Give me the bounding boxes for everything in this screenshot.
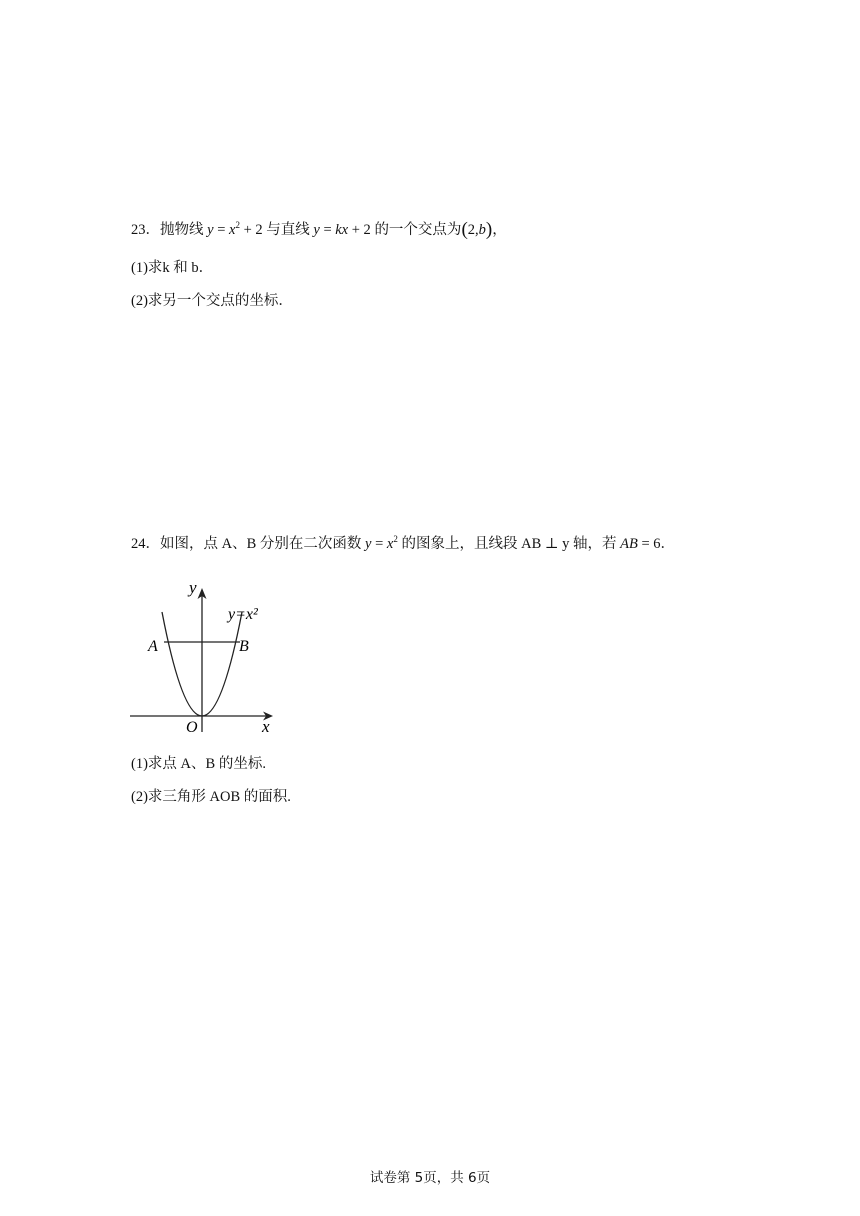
function-equation: $y = x^2$	[365, 534, 398, 552]
point-b-label: B	[239, 638, 249, 655]
line-equation: y = kx + 2	[313, 222, 371, 238]
point-a-label: A	[148, 638, 158, 655]
question-23-part-2: (2)求另一个交点的坐标．	[131, 293, 293, 309]
y-axis-label: y	[189, 578, 197, 597]
question-24-part-2: (2)求三角形 AOB 的面积.	[131, 789, 291, 805]
parabola-figure	[127, 574, 282, 742]
question-number: 24．	[131, 536, 160, 552]
curve-label: y=x²	[228, 606, 258, 623]
question-23-part-1: (1)求k 和 b．	[131, 260, 214, 276]
question-number: 23．	[131, 222, 160, 238]
question-24-part-1: (1)求点 A、B 的坐标.	[131, 756, 266, 772]
question-23-stem: 23．抛物线 $y = x^2 + 2$ 与直线 y = kx + 2 的一个交点为(2,b)，	[131, 219, 507, 240]
intersection-point: (2,b)	[461, 219, 493, 240]
page-footer: 试卷第 5页，共 6页	[369, 1170, 491, 1186]
parabola-equation: $y = x^2 + 2$	[207, 220, 263, 238]
length-equation: AB = 6	[620, 536, 661, 552]
question-24-stem: 24．如图，点 A、B 分别在二次函数 $y = x^2$ 的图象上，且线段 AB ⊥ y 轴，若 AB = 6．	[131, 534, 676, 552]
x-axis-label: x	[262, 717, 270, 736]
origin-label: O	[186, 719, 198, 736]
